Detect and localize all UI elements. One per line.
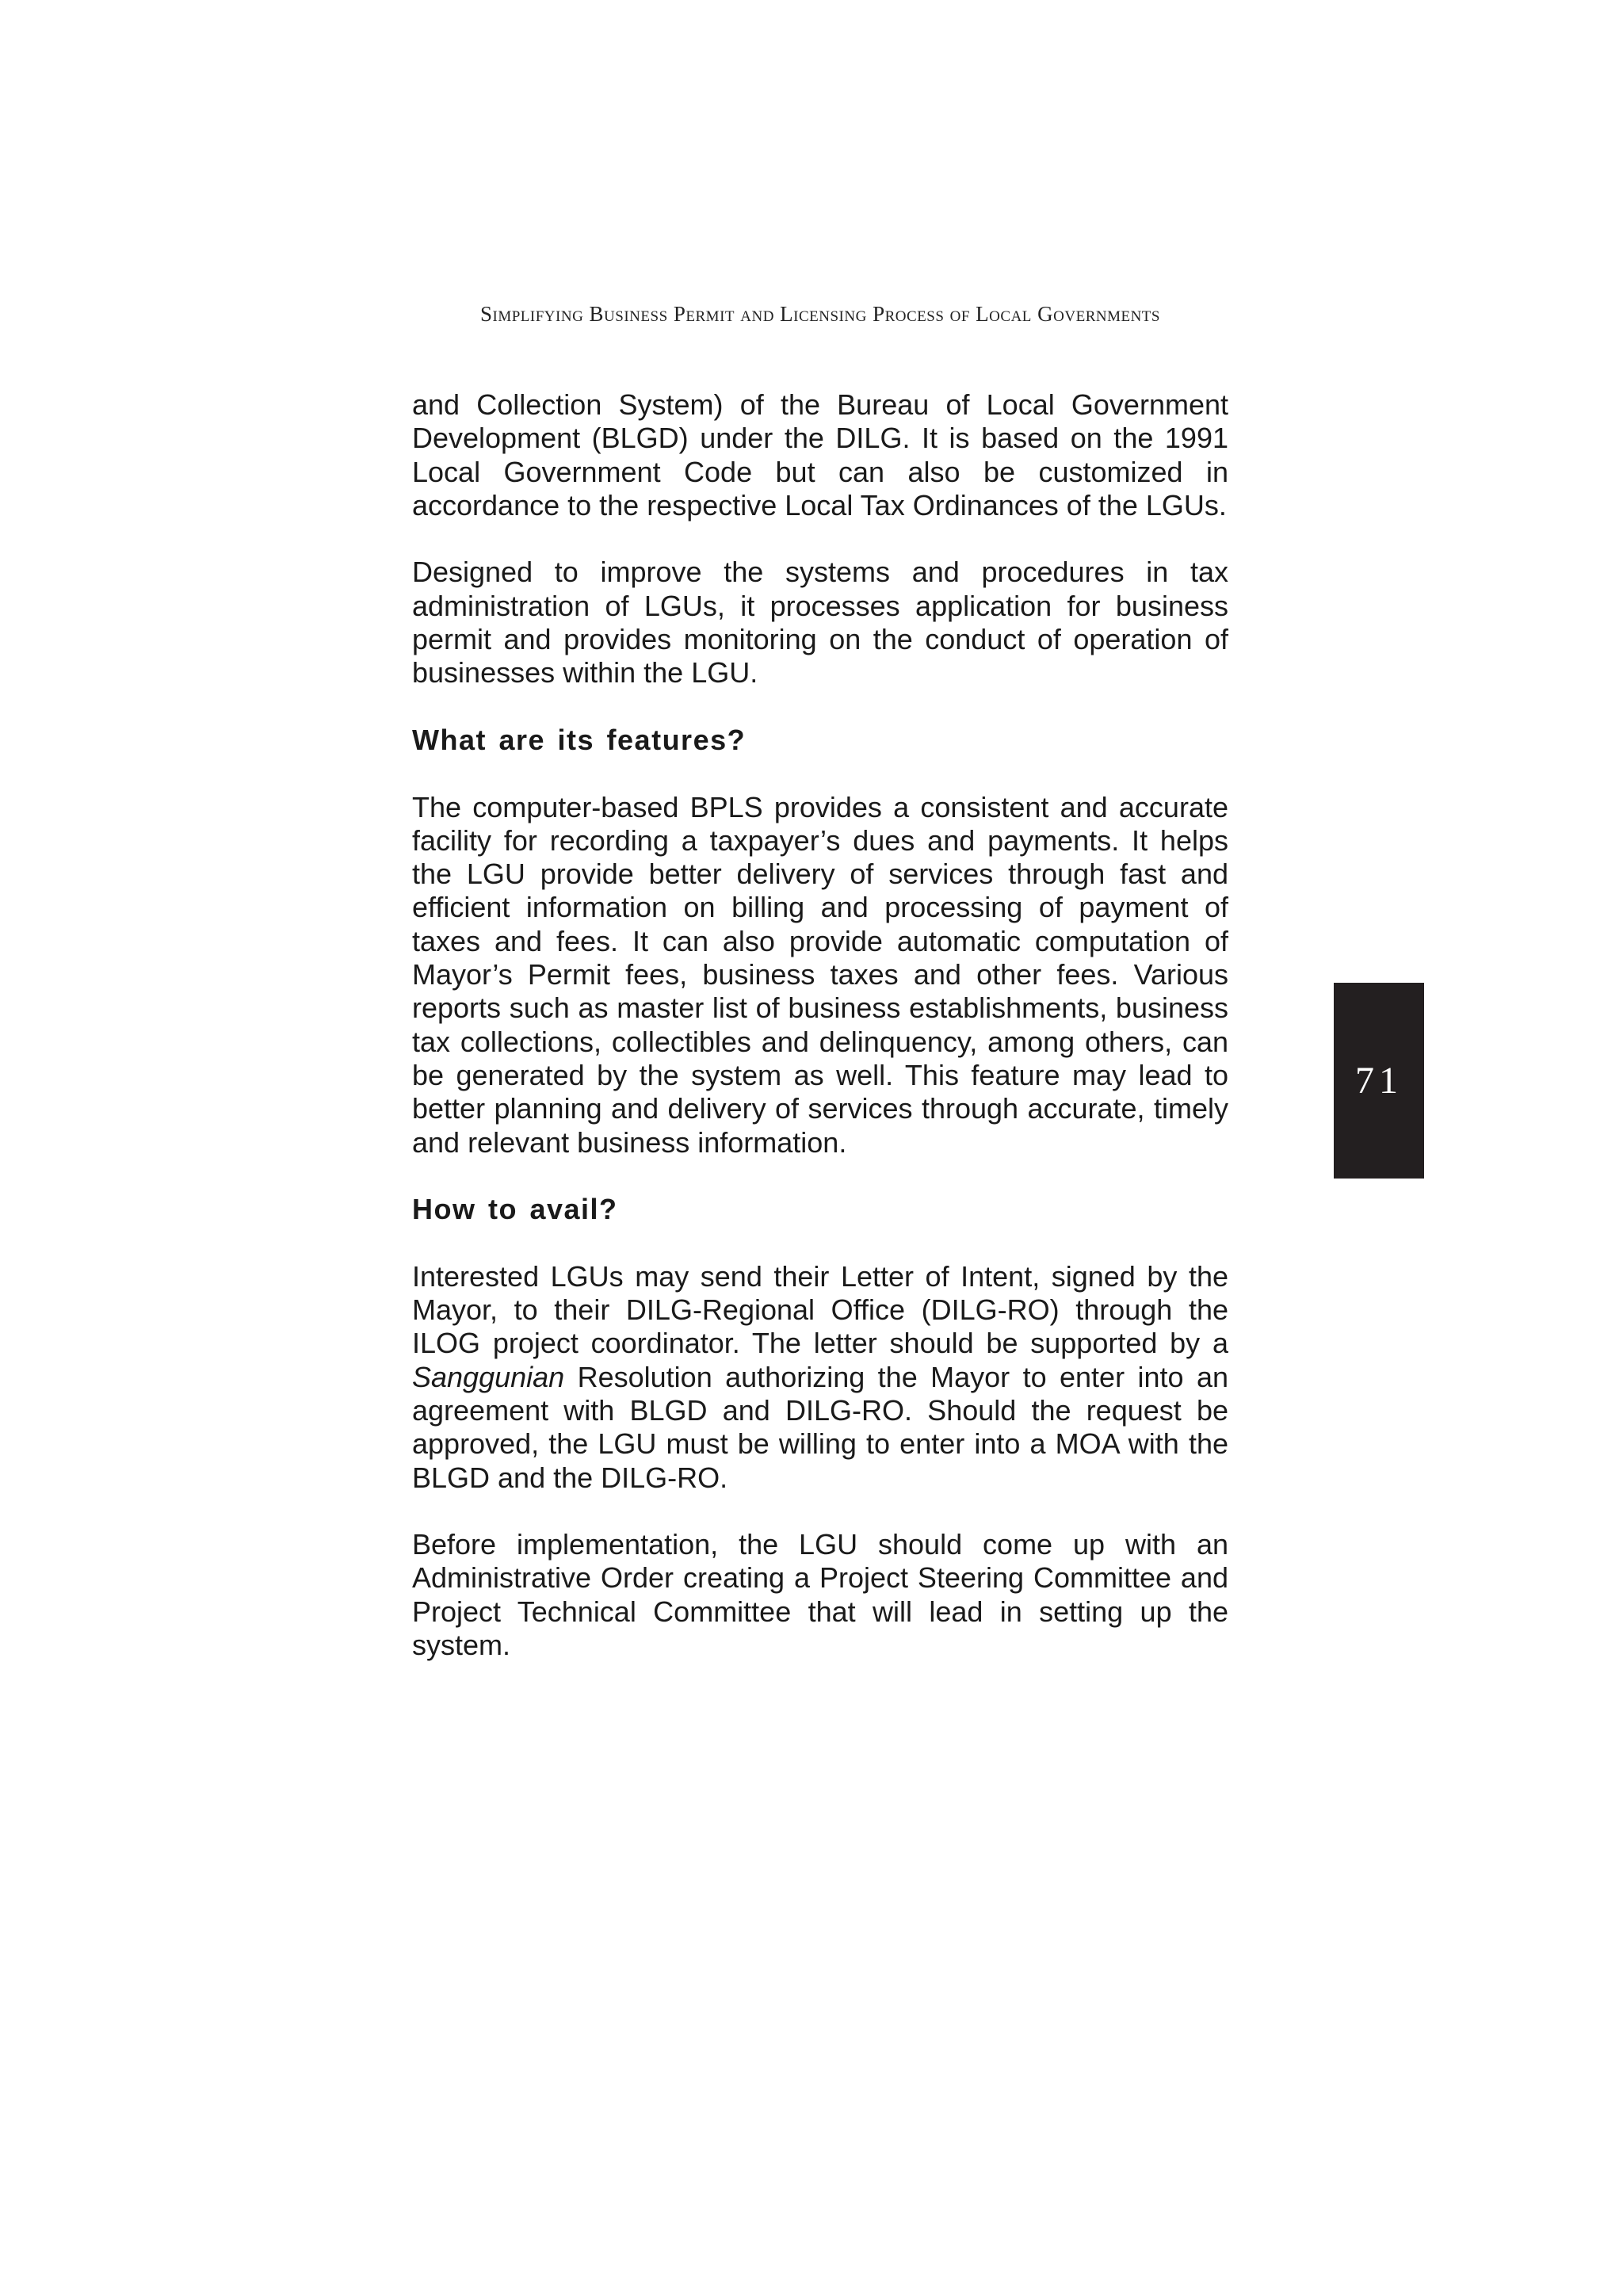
- paragraph-how-to-avail-part1: Interested LGUs may send their Letter of Intent, signed by the Mayor, to their DILG-Regional Office (DILG-RO) through the ILOG project coordinator. The letter should be supported by a: [412, 1259, 1228, 1360]
- heading-features: What are its features?: [412, 723, 747, 756]
- paragraph-implementation: Before implementation, the LGU should come up with an Administrative Order creating a Project Steering Committee and Project Technical Committee that will lead in setting up the system.: [412, 1528, 1228, 1661]
- running-header: Simplifying Business Permit and Licensing Process of Local Governments: [480, 302, 1160, 326]
- paragraph-intro-continued: and Collection System) of the Bureau of Local Government Development (BLGD) under the DILG. It is based on the 1991 Local Government Code but can also be customized in accordance to the respective Local Tax Ordinances of the LGUs.: [412, 388, 1228, 521]
- page-number-tab: [1334, 983, 1424, 1179]
- page-number: 71: [1355, 1060, 1403, 1102]
- heading-how-to-avail: How to avail?: [412, 1193, 618, 1226]
- paragraph-design: Designed to improve the systems and procedures in tax administration of LGUs, it processes application for business permit and provides monitoring on the conduct of operation of businesses within the LGU.: [412, 556, 1228, 690]
- body-text: [412, 388, 1228, 1696]
- paragraph-how-to-avail-part2: Resolution authorizing the Mayor to enter into an agreement with BLGD and DILG-RO. Should the request be approved, the LGU must be willing to enter into a MOA with the BLGD and the DILG-RO.: [412, 1360, 1228, 1494]
- sanggunian-term: Sanggunian: [412, 1360, 565, 1393]
- paragraph-how-to-avail: [412, 1260, 1228, 1495]
- paragraph-features: The computer-based BPLS provides a consistent and accurate facility for recording a taxpayer’s dues and payments. It helps the LGU provide better delivery of services through fast and efficient information on billing and processing of payment of taxes and fees. It can also provide automatic computation of Mayor’s Permit fees, business taxes and other fees. Various reports such as master list of business establishments, business tax collections, collectibles and delinquency, among others, can be generated by the system as well. This feature may lead to better planning and delivery of services through accurate, timely and relevant business information.: [412, 790, 1228, 1159]
